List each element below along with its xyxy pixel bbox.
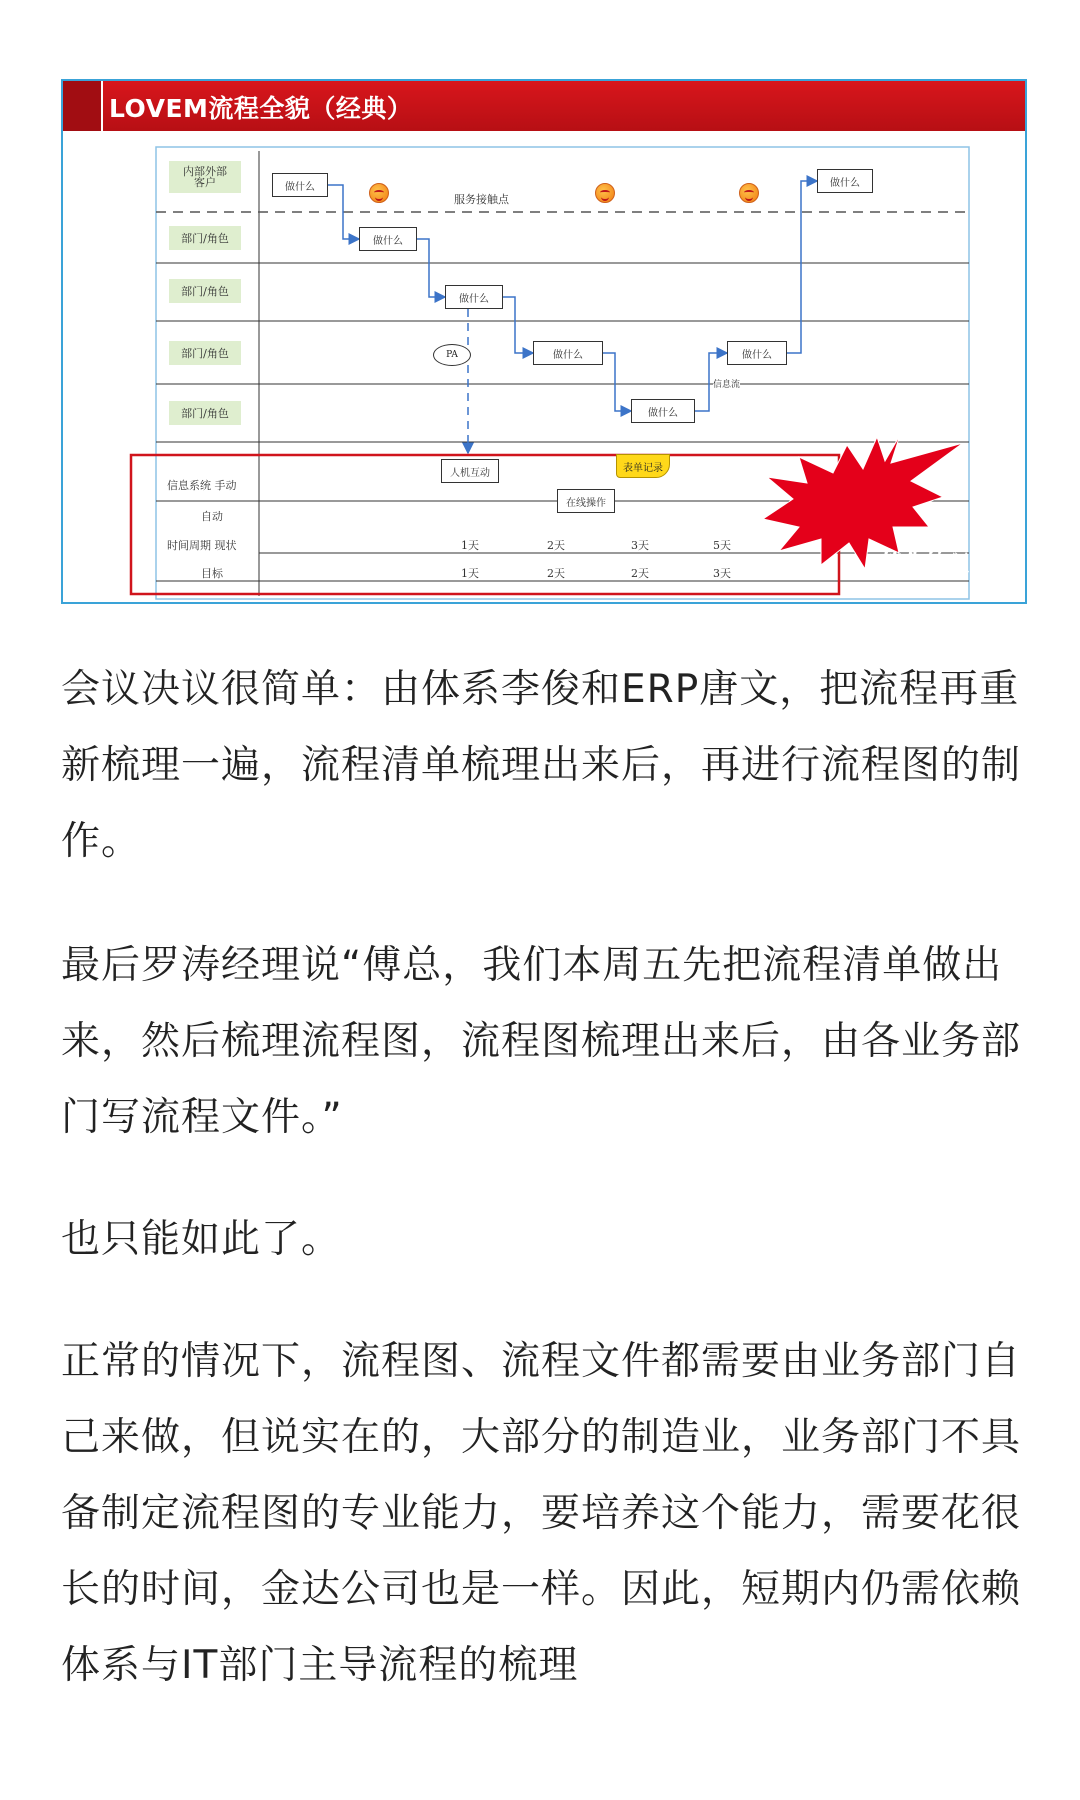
lane-label-role: 部门/角色 xyxy=(169,226,241,250)
form-record-tag: 表单记录 xyxy=(616,454,670,478)
article-paragraph: 也只能如此了。 xyxy=(61,1217,342,1262)
process-figure xyxy=(61,79,1027,604)
smiley-icon xyxy=(369,183,389,203)
article-paragraph: 会议决议很简单：由体系李俊和ERP唐文，把流程再重新梳理一遍，流程清单梳理出来后，再进行流程图的制作。 xyxy=(61,667,1022,864)
flow-arrow xyxy=(603,353,631,411)
lane-label-role: 部门/角色 xyxy=(169,279,241,303)
flow-arrow xyxy=(417,239,445,297)
step-box: 做什么 xyxy=(533,341,603,365)
cycle-current-value: 1天 xyxy=(461,539,479,552)
cycle-current-value: 5天 xyxy=(713,539,731,552)
pa-ellipse: PA xyxy=(433,344,471,366)
human-machine-box: 人机互动 xyxy=(441,459,499,483)
article-paragraph: 正常的情况下，流程图、流程文件都需要由业务部门自己来做，但说实在的，大部分的制造业，业务部门不具备制定流程图的专业能力，要培养这个能力，需要花很长的时间，金达公司也是一样。因此，短期内仍需依赖体系与IT部门主导流程的梳理 xyxy=(61,1339,1022,1688)
cycle-current-label: 时间周期 现状 xyxy=(167,539,237,552)
flow-arrow xyxy=(787,181,817,353)
system-auto-label: 自动 xyxy=(201,510,223,523)
step-box: 做什么 xyxy=(445,285,503,309)
smiley-icon xyxy=(595,183,615,203)
system-manual-label: 信息系统 手动 xyxy=(167,479,237,492)
cycle-target-label: 目标 xyxy=(201,567,223,580)
lane-label-role: 部门/角色 xyxy=(169,341,241,365)
flow-arrow xyxy=(503,297,533,353)
cycle-target-value: 2天 xyxy=(631,567,649,580)
smiley-icon xyxy=(739,183,759,203)
info-flow-label: 信息流 xyxy=(713,377,740,390)
cycle-current-value: 3天 xyxy=(631,539,649,552)
article-paragraph: 最后罗涛经理说“傅总，我们本周五先把流程清单做出来，然后梳理流程图，流程图梳理出来后，由各业务部门写流程文件。” xyxy=(61,943,1022,1140)
lane-label-customer: 内部外部 客户 xyxy=(169,161,241,193)
cycle-target-value: 3天 xyxy=(713,567,731,580)
figure-title: LOVEM流程全貌（经典） xyxy=(109,94,413,123)
step-box: 做什么 xyxy=(359,227,417,251)
step-box: 做什么 xyxy=(631,399,695,423)
cycle-target-value: 2天 xyxy=(547,567,565,580)
step-box: 做什么 xyxy=(727,341,787,365)
service-touchpoint-label: 服务接触点 xyxy=(454,193,509,206)
step-box: 做什么 xyxy=(272,173,328,197)
simplify-label: 简化处理 xyxy=(881,552,970,577)
lane-label-role: 部门/角色 xyxy=(169,401,241,425)
online-operation-box: 在线操作 xyxy=(557,489,615,513)
cycle-current-value: 2天 xyxy=(547,539,565,552)
cycle-target-value: 1天 xyxy=(461,567,479,580)
step-box: 做什么 xyxy=(817,169,873,193)
